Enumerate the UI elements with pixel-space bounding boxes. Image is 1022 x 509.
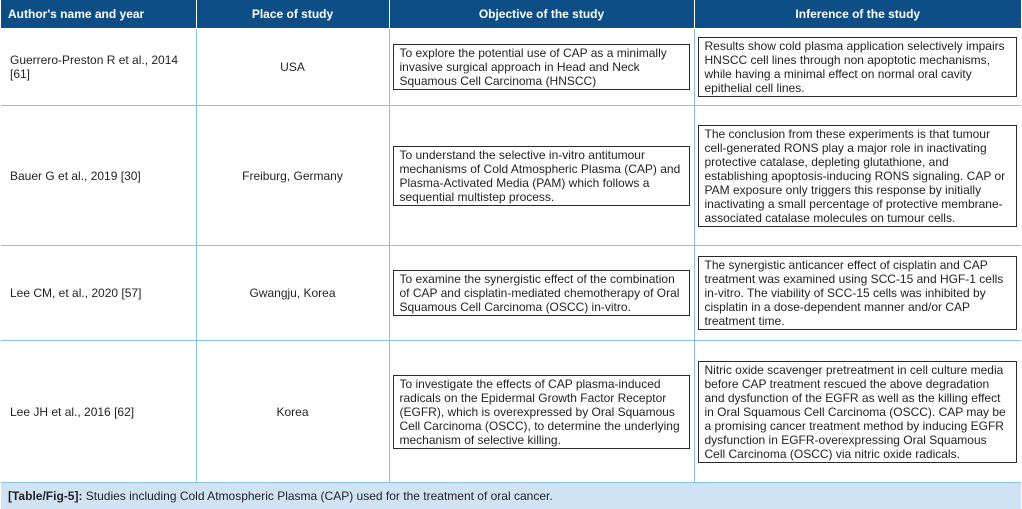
cell-author: Lee JH et al., 2016 [62] [1, 341, 196, 483]
cell-author: Guerrero-Preston R et al., 2014 [61] [1, 29, 196, 106]
header-place: Place of study [196, 0, 389, 29]
header-objective: Objective of the study [389, 0, 694, 29]
cell-objective: To investigate the effects of CAP plasma-induced radicals on the Epidermal Growth Factor Receptor (EGFR), which is overexpressed by Oral Squamous Cell Carcinoma (OSCC), to determine the underlying mechanism of selective killing. [393, 375, 690, 449]
studies-table [1, 0, 1021, 482]
caption-label: [Table/Fig-5]: [8, 489, 83, 503]
cell-objective: To understand the selective in-vitro antitumour mechanisms of Cold Atmospheric Plasma (CAP) and Plasma-Activated Media (PAM) which follows a sequential multistep process. [393, 146, 690, 206]
cell-inference: The synergistic anticancer effect of cisplatin and CAP treatment was examined using SCC-15 and HGF-1 cells in-vitro. The viability of SCC-15 cells was inhibited by cisplatin in a dose-dependent manner and/or CAP treatment time. [698, 256, 1018, 330]
table-row [1, 341, 1021, 483]
cell-place: Korea [196, 341, 389, 483]
table-row [1, 106, 1021, 246]
header-author: Author's name and year [1, 0, 196, 29]
cell-inference: Nitric oxide scavenger pretreatment in cell culture media before CAP treatment rescued the above degradation and dysfunction of the EGFR as well as the killing effect in Oral Squamous Cell Carcinoma (OSCC). CAP may be a promising cancer treatment method by inducing EGFR dysfunction in EGFR-overexpressing Oral Squamous Cell Carcinoma (OSCC) via nitric oxide radicals. [698, 361, 1018, 463]
cell-author: Bauer G et al., 2019 [30] [1, 106, 196, 246]
cell-place: Freiburg, Germany [196, 106, 389, 246]
cell-objective: To examine the synergistic effect of the combination of CAP and cisplatin-mediated chemotherapy of Oral Squamous Cell Carcinoma (OSCC) in-vitro. [393, 270, 690, 316]
cell-objective: To explore the potential use of CAP as a minimally invasive surgical approach in Head and Neck Squamous Cell Carcinoma (HNSCC) [393, 44, 690, 90]
header-row [1, 0, 1021, 29]
cell-inference: Results show cold plasma application selectively impairs HNSCC cell lines through non apoptotic mechanisms, while having a minimal effect on normal oral cavity epithelial cell lines. [698, 37, 1018, 97]
caption-text: Studies including Cold Atmospheric Plasma (CAP) used for the treatment of oral cancer. [82, 489, 553, 503]
table-row [1, 29, 1021, 106]
table-row [1, 246, 1021, 341]
cell-author: Lee CM, et al., 2020 [57] [1, 246, 196, 341]
header-inference: Inference of the study [694, 0, 1021, 29]
table-caption [1, 482, 1021, 509]
table-figure [1, 0, 1021, 509]
cell-inference: The conclusion from these experiments is that tumour cell-generated RONS play a major role in inactivating protective catalase, depleting glutathione, and establishing apoptosis-inducing RONS signaling. CAP or PAM exposure only triggers this response by initially inactivating a small percentage of protective membrane-associated catalase molecules on tumour cells. [698, 125, 1018, 227]
cell-place: USA [196, 29, 389, 106]
cell-place: Gwangju, Korea [196, 246, 389, 341]
